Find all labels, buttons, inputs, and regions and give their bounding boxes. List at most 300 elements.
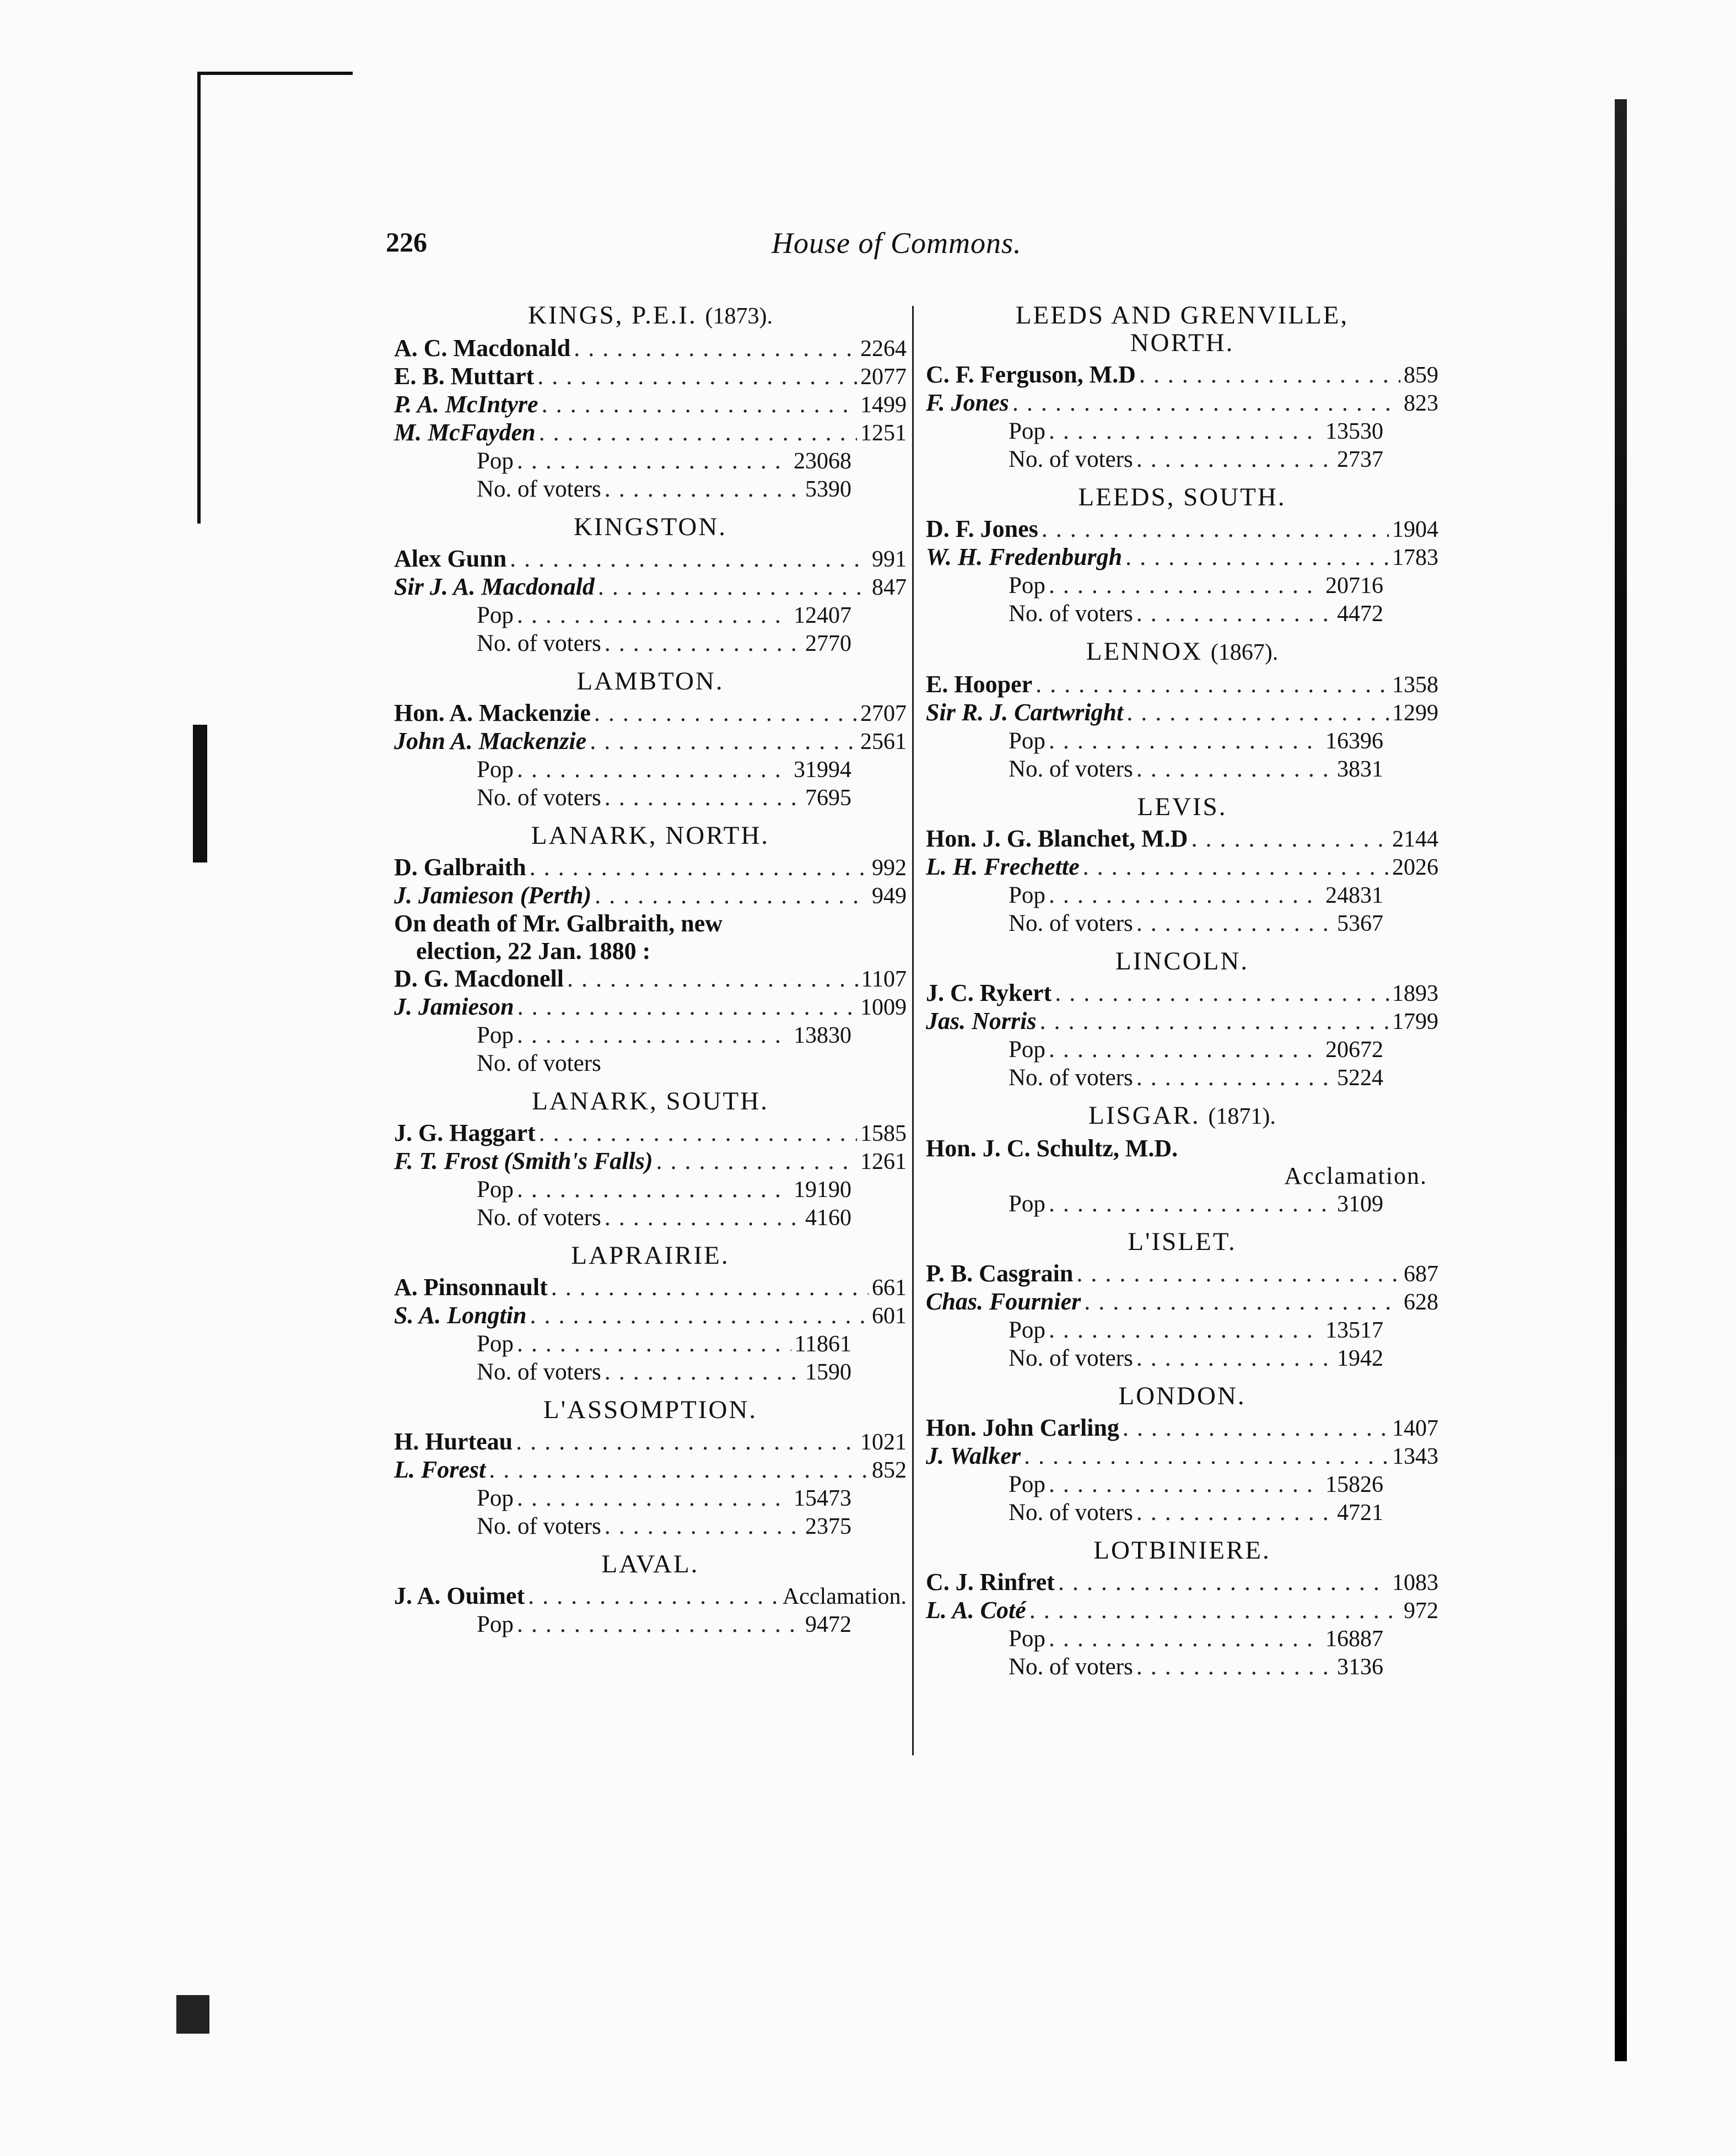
stat-value: 11861 [794,1332,851,1357]
dot-leader [530,854,869,881]
stat-label: No. of voters [1009,910,1133,936]
vote-count: 1499 [860,392,907,418]
dot-leader [1083,853,1389,881]
candidate-name: J. C. Rykert [926,979,1052,1006]
vote-count: 2026 [1392,855,1438,880]
dot-leader [605,1358,802,1386]
stat-row [926,1344,1438,1372]
scan-artifact-right-edge [1615,99,1627,2061]
candidate-row [394,1456,907,1484]
candidate-name: P. B. Casgrain [926,1260,1074,1287]
vote-count: 2264 [860,336,907,362]
stat-label: Pop [477,1022,514,1048]
candidate-name: Jas. Norris [926,1007,1037,1034]
dot-leader [1058,1569,1389,1596]
candidate-row [394,993,907,1021]
dot-leader [1042,515,1389,543]
dot-leader [1040,1007,1389,1035]
constituency-heading [926,1227,1438,1257]
constituency-block [926,1535,1438,1681]
stat-label: Pop [477,448,514,474]
stat-value: 5367 [1337,911,1383,936]
candidate-row [394,854,907,882]
stat-value: 15826 [1325,1472,1383,1497]
scan-artifact-edge [197,72,201,524]
stat-row [926,1499,1438,1527]
vote-count: 687 [1404,1262,1438,1287]
candidate-row [394,1147,907,1176]
stat-row [394,475,907,503]
vote-count: 992 [872,855,907,881]
constituency-name: KINGSTON. [573,513,727,541]
stat-row [394,756,907,784]
scan-artifact-corner [198,72,353,75]
stat-row [926,1316,1438,1344]
vote-count: 1261 [860,1149,907,1174]
candidate-name: D. F. Jones [926,515,1038,542]
scan-artifact-bottom [176,1995,209,2034]
candidate-row [926,1260,1438,1288]
candidate-name: Hon. John Carling [926,1414,1119,1441]
stat-label: No. of voters [1009,1065,1133,1091]
constituency-name: LEEDS AND GRENVILLE, [1015,301,1349,330]
stat-row [926,417,1438,445]
stat-value: 2737 [1337,447,1383,472]
constituency-block [394,1549,907,1638]
dot-leader [1123,1414,1389,1442]
constituency-block [926,1101,1438,1218]
candidate-name: L. A. Coté [926,1597,1026,1624]
candidate-name: F. Jones [926,389,1009,416]
stat-label: No. of voters [477,1050,601,1076]
candidate-row [394,391,907,419]
candidate-name: A. Pinsonnault [394,1274,548,1301]
stat-row [394,1330,907,1358]
page-title: House of Commons. [772,227,1022,260]
stat-label: Pop [1009,882,1045,908]
candidate-row [926,1007,1438,1036]
candidate-name: H. Hurteau [394,1428,513,1455]
dot-leader [1136,755,1334,783]
constituency-name: L'ISLET. [1128,1227,1237,1256]
dot-leader [1049,1190,1334,1217]
stat-label: No. of voters [477,476,601,502]
candidate-row [926,1442,1438,1470]
constituency-name: LAPRAIRIE. [571,1241,730,1270]
vote-count: 991 [872,547,907,572]
dot-leader [517,1176,790,1203]
right-column [926,300,1438,1690]
candidate-row [394,419,907,447]
stat-row [926,1190,1438,1218]
candidate-row [394,965,907,993]
page-number: 226 [386,227,427,257]
dot-leader [1139,361,1400,389]
dot-leader [598,573,869,601]
constituency-name: LISGAR. [1088,1101,1200,1130]
stat-value: 3109 [1337,1192,1383,1217]
candidate-row [926,853,1438,881]
candidate-name: M. McFayden [394,419,536,446]
constituency-block [394,1395,907,1540]
dot-leader [1029,1597,1400,1624]
constituency-block [926,792,1438,937]
candidate-name: D. G. Macdonell [394,965,564,992]
vote-count: 1904 [1392,517,1438,542]
candidate-row [394,1119,907,1147]
stat-row [394,1610,907,1638]
stat-value: 3136 [1337,1654,1383,1680]
constituency-heading [926,1381,1438,1411]
dot-leader [594,699,857,727]
constituency-heading [394,821,907,850]
constituency-name: LINCOLN. [1115,947,1249,975]
constituency-name: LANARK, SOUTH. [532,1087,769,1115]
constituency-block [926,482,1438,628]
constituency-name: KINGS, P.E.I. [528,301,697,330]
stat-value: 9472 [805,1612,851,1637]
stat-value: 16396 [1325,729,1383,754]
dot-leader [517,756,790,783]
vote-count: 2561 [860,729,907,754]
dot-leader [528,1582,779,1610]
stat-value: 13830 [794,1023,851,1048]
dot-leader [1136,1064,1334,1091]
stat-row [926,1036,1438,1064]
stat-label: No. of voters [1009,1654,1133,1680]
dot-leader [574,335,857,362]
candidate-row [926,1135,1438,1162]
vote-count: 2077 [860,364,907,390]
stat-row [926,1470,1438,1499]
constituency-heading [394,666,907,696]
acclamation-note: Acclamation. [1284,1162,1427,1189]
stat-row [926,600,1438,628]
candidate-row [926,979,1438,1007]
constituency-heading [926,792,1438,822]
candidate-name: Hon. J. C. Schultz, M.D. [926,1135,1178,1162]
candidate-name: C. J. Rinfret [926,1569,1055,1596]
constituency-name: LEEDS, SOUTH. [1078,483,1286,511]
stat-row [394,447,907,475]
candidate-row [394,573,907,601]
constituency-name: LONDON. [1118,1382,1246,1410]
stat-label: No. of voters [1009,1345,1133,1371]
dot-leader [1125,543,1389,571]
stat-value: 20716 [1325,573,1383,599]
stat-row [926,1625,1438,1653]
stat-value: 19190 [794,1177,851,1203]
stat-value: 16887 [1325,1626,1383,1652]
constituency-heading [394,1549,907,1579]
constituency-block [926,1381,1438,1527]
candidate-row [926,361,1438,389]
constituency-block [926,946,1438,1092]
stat-row [926,881,1438,909]
dot-leader [510,545,869,573]
constituency-heading-cont: NORTH. [1130,328,1234,357]
stat-value: 23068 [794,449,851,474]
candidate-name: F. T. Frost (Smith's Falls) [394,1147,653,1174]
candidate-row [926,671,1438,699]
candidate-row [926,543,1438,572]
vote-count: 847 [872,575,907,600]
dot-leader [605,1204,802,1231]
scan-artifact-bar [193,725,207,863]
dot-leader [517,1484,790,1512]
stat-label: No. of voters [1009,756,1133,782]
vote-count: 1343 [1392,1444,1438,1469]
stat-value: 24831 [1325,883,1383,908]
constituency-block [926,1227,1438,1372]
dot-leader [517,1021,790,1049]
constituency-heading [926,1101,1438,1131]
candidate-row [926,1597,1438,1625]
stat-value: 4721 [1337,1500,1383,1526]
stat-label: Pop [1009,418,1045,444]
stat-value: 12407 [794,603,851,628]
dot-leader [489,1456,869,1484]
constituency-name: LENNOX [1086,637,1203,666]
dot-leader [542,391,857,418]
dot-leader [595,882,869,909]
stat-value: 5224 [1337,1065,1383,1091]
constituency-block [394,821,907,1077]
stat-label: No. of voters [477,1513,601,1539]
constituency-block [394,512,907,657]
dot-leader [1191,825,1389,853]
dot-leader [1024,1442,1389,1470]
stat-label: Pop [477,602,514,628]
stat-label: Pop [1009,1626,1045,1652]
dot-leader [1136,600,1334,627]
dot-leader [539,419,857,446]
left-column [394,300,907,1647]
constituency-heading [394,512,907,542]
stat-label: No. of voters [477,1205,601,1231]
candidate-name: Chas. Fournier [926,1288,1081,1315]
constituency-year: (1871). [1208,1104,1276,1129]
dot-leader [605,1512,802,1540]
stat-label: No. of voters [1009,1500,1133,1526]
stat-value: 13517 [1325,1318,1383,1343]
stat-label: Pop [1009,1037,1045,1063]
candidate-name: Hon. J. G. Blanchet, M.D [926,825,1188,852]
stat-row [926,445,1438,473]
stat-value: 3831 [1337,757,1383,782]
constituency-name: LANARK, NORTH. [531,821,770,850]
constituency-heading [394,1395,907,1425]
candidate-name: Alex Gunn [394,545,507,572]
vote-count: 1021 [860,1430,907,1455]
column-divider [912,306,914,1755]
vote-count: 972 [1404,1598,1438,1624]
stat-label: Pop [477,757,514,783]
candidate-row [926,389,1438,417]
dot-leader [1049,1036,1322,1063]
vote-count: 1083 [1392,1570,1438,1596]
vote-count: 2707 [860,701,907,726]
constituency-name: LEVIS. [1137,793,1227,821]
stat-value: 1942 [1337,1346,1383,1371]
dot-leader [1136,445,1334,473]
constituency-heading [926,1535,1438,1565]
constituency-block [394,666,907,812]
constituency-block [926,637,1438,783]
candidate-name: E. Hooper [926,671,1033,698]
candidate-row [394,363,907,391]
candidate-name: Sir R. J. Cartwright [926,699,1124,726]
constituency-heading [926,300,1438,330]
candidate-row [394,727,907,756]
candidate-row [926,515,1438,543]
stat-label: Pop [1009,573,1045,599]
dot-leader [517,1610,802,1638]
dot-leader [1136,909,1334,937]
stat-label: Pop [477,1485,514,1511]
constituency-heading [394,1086,907,1116]
stat-row [926,1064,1438,1092]
dot-leader [1036,671,1389,698]
candidate-name: J. G. Haggart [394,1119,536,1146]
dot-leader [530,1302,869,1329]
candidate-row [394,1582,907,1610]
vote-count: 628 [1404,1290,1438,1315]
candidate-row [926,699,1438,727]
stat-label: Pop [1009,1317,1045,1343]
stat-label: No. of voters [1009,601,1133,627]
candidate-row [926,1288,1438,1316]
stat-value: 2375 [805,1514,851,1539]
candidate-name: D. Galbraith [394,854,526,881]
vote-count: 1358 [1392,672,1438,698]
vote-count: 823 [1404,391,1438,416]
page-header [386,226,1102,276]
stat-row [394,1204,907,1232]
candidate-row [394,1302,907,1330]
dot-leader [517,993,857,1021]
constituency-heading [926,482,1438,512]
dot-leader [539,1119,857,1147]
candidate-row [394,699,907,727]
dot-leader [656,1147,857,1175]
candidate-name: P. A. McIntyre [394,391,538,418]
vote-count: 1799 [1392,1009,1438,1034]
dot-leader [537,363,857,390]
dot-leader [1055,979,1389,1007]
dot-leader [1049,1470,1322,1498]
constituency-block [394,1241,907,1386]
stat-label: No. of voters [477,1359,601,1385]
dot-leader [1049,881,1322,909]
dot-leader [1126,699,1389,726]
constituency-year: (1867). [1210,640,1279,665]
candidate-name: J. Jamieson [394,993,514,1020]
constituency-heading [394,1241,907,1270]
constituency-heading [926,946,1438,976]
stat-row [394,784,907,812]
stat-row [394,1021,907,1049]
constituency-name: LOTBINIERE. [1093,1536,1271,1565]
vote-count: 852 [872,1458,907,1483]
dot-leader [1136,1653,1334,1680]
stat-value: 4160 [805,1205,851,1231]
dot-leader [517,1330,791,1357]
constituency-name: LAMBTON. [576,667,724,696]
stat-value: 2770 [805,631,851,656]
candidate-row [926,1569,1438,1597]
dot-leader [1049,1316,1322,1344]
dot-leader [567,965,858,993]
stat-value: 5390 [805,477,851,502]
stat-row [394,1512,907,1540]
stat-label: No. of voters [1009,446,1133,472]
stat-label: Pop [1009,728,1045,754]
stat-label: No. of voters [477,630,601,656]
stat-value: 7695 [805,785,851,811]
stat-label: Pop [477,1331,514,1357]
stat-row [926,727,1438,755]
candidate-name: J. A. Ouimet [394,1582,525,1609]
stat-row [926,1653,1438,1681]
election-note: election, 22 Jan. 1880 : [416,937,651,964]
constituency-name: L'ASSOMPTION. [543,1395,758,1424]
constituency-heading [394,300,907,331]
candidate-name: Hon. A. Mackenzie [394,699,591,726]
vote-count: 661 [872,1275,907,1301]
constituency-year: (1873). [705,304,773,329]
candidate-name: W. H. Fredenburgh [926,543,1123,570]
vote-count: 1893 [1392,981,1438,1006]
dot-leader [590,727,857,755]
candidate-name: C. F. Ferguson, M.D [926,361,1136,388]
dot-leader [1136,1499,1334,1526]
vote-count: 1299 [1392,700,1438,726]
stat-label: Pop [477,1177,514,1203]
stat-value: 4472 [1337,601,1383,627]
vote-count: 2144 [1392,827,1438,852]
constituency-heading [926,637,1438,667]
dot-leader [1049,572,1322,599]
candidate-row [394,545,907,573]
candidate-row [394,882,907,910]
vote-count: 949 [872,883,907,909]
stat-value: 31994 [794,757,851,783]
stat-row [394,629,907,657]
constituency-block [394,300,907,503]
vote-count: 1107 [861,967,907,992]
constituency-block [926,300,1438,473]
dot-leader [605,629,802,657]
candidate-name: J. Jamieson (Perth) [394,882,592,909]
dot-leader [1136,1344,1334,1372]
candidate-name: Sir J. A. Macdonald [394,573,595,600]
dot-leader [1084,1288,1400,1316]
vote-count: 1783 [1392,545,1438,570]
vote-count: 1407 [1392,1416,1438,1441]
candidate-row [394,1274,907,1302]
candidate-name: J. Walker [926,1442,1021,1469]
dot-leader [1049,727,1322,754]
vote-count: Acclamation. [782,1584,907,1609]
dot-leader [1049,417,1322,445]
vote-count: 601 [872,1303,907,1329]
candidate-row [926,825,1438,853]
stat-label: Pop [1009,1191,1045,1217]
dot-leader [517,447,790,475]
dot-leader [1012,389,1400,417]
constituency-block [394,1086,907,1232]
